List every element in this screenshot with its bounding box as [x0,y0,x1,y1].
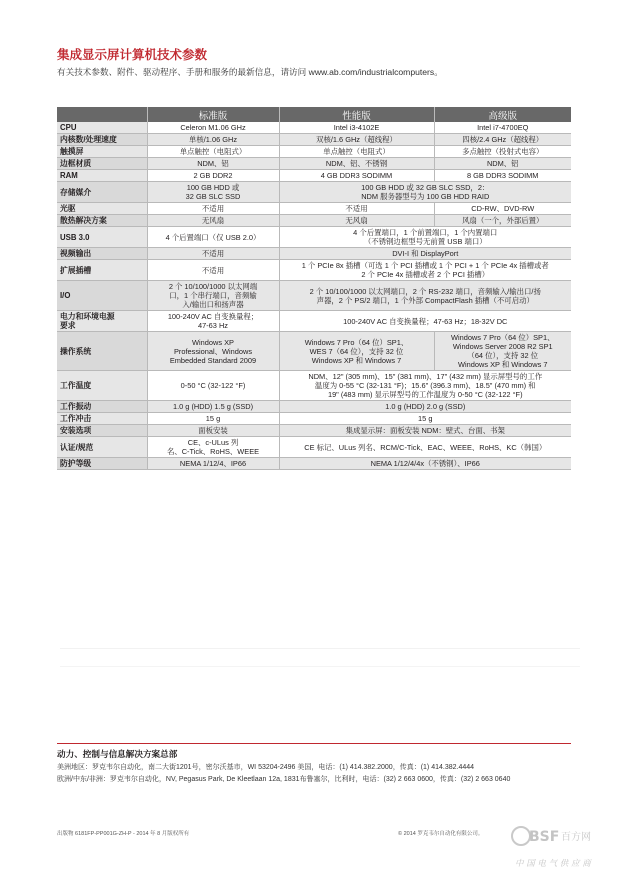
spec-cell: Intel i7-4700EQ [434,122,571,134]
footer-divider [57,743,571,744]
spec-cell: 四核/2.4 GHz（超线程） [434,134,571,146]
spec-cell: 2 个 10/100/1000 以太网端 口，1 个串行端口，音频输 入/输出口和扬声器 [147,281,279,311]
header-cell-performance: 性能版 [279,107,434,122]
table-row [57,215,571,227]
logo-text: BSF [529,829,560,845]
spec-cell: Windows XP Professional、Windows Embedded Standard 2009 [147,332,279,371]
row-label: 触摸屏 [57,146,147,158]
spec-cell: 4 GB DDR3 SODIMM [279,170,434,182]
table-row [57,134,571,146]
spec-cell: 面板安装 [147,425,279,437]
spec-cell: 不适用 [279,203,434,215]
row-label: RAM [57,170,147,182]
row-label: 防护等级 [57,458,147,470]
table-row [57,260,571,281]
spec-cell: 15 g [147,413,279,425]
page-title: 集成显示屏计算机技术参数 [57,48,208,62]
publication-number: 出版物 6181FP-PP001G-ZH-P - 2014 年 8 月版权所有 [57,831,190,837]
table-row [57,458,571,470]
spec-cell: 无风扇 [279,215,434,227]
table-row [57,437,571,458]
logo-tagline: 中 国 电 气 供 应 商 [515,859,591,869]
spec-cell: NDM、铝 [434,158,571,170]
row-label: 电力和环境电源 要求 [57,311,147,332]
table-row [57,203,571,215]
row-label: USB 3.0 [57,227,147,248]
spec-cell: 0-50 °C (32-122 °F) [147,371,279,401]
spec-cell: NEMA 1/12/4、IP66 [147,458,279,470]
spec-cell: CE、c-ULus 列 名、C-Tick、RoHS、WEEE [147,437,279,458]
row-label: CPU [57,122,147,134]
table-row [57,311,571,332]
row-label: 安装选项 [57,425,147,437]
table-row [57,413,571,425]
table-row [57,146,571,158]
spec-cell: 单点触控（电阻式） [147,146,279,158]
row-label: I/O [57,281,147,311]
spec-cell: 100 GB HDD 或 32 GB SLC SSD，2： NDM 服务器型号为 100 GB HDD RAID [279,182,571,203]
logo-sub: 百方网 [561,832,591,843]
footer-heading: 动力、控制与信息解决方案总部 [57,749,178,759]
background-watermark [60,628,580,688]
spec-cell: 集成显示屏：面板安装 NDM：壁式、台面、书架 [279,425,571,437]
row-label: 存储媒介 [57,182,147,203]
row-label: 工作振动 [57,401,147,413]
spec-cell: 不适用 [147,203,279,215]
spec-cell: 2 GB DDR2 [147,170,279,182]
row-label: 散热解决方案 [57,215,147,227]
header-cell-empty [57,107,147,122]
spec-cell: Intel i3-4102E [279,122,434,134]
row-label: 视频输出 [57,248,147,260]
spec-cell: 双核/1.6 GHz（超线程） [279,134,434,146]
row-label: 工作温度 [57,371,147,401]
table-row [57,158,571,170]
spec-cell: 100-240V AC 自变换量程； 47-63 Hz [147,311,279,332]
spec-cell: 单核/1.06 GHz [147,134,279,146]
table-row [57,371,571,401]
row-label: 工作冲击 [57,413,147,425]
spec-cell: DVI-I 和 DisplayPort [279,248,571,260]
row-label: 内核数/处理速度 [57,134,147,146]
spec-cell: CD-RW、DVD-RW [434,203,571,215]
table-row [57,425,571,437]
table-row [57,170,571,182]
table-row [57,401,571,413]
spec-table [57,107,571,470]
row-label: 认证/规范 [57,437,147,458]
spec-cell: 100-240V AC 自变换量程；47-63 Hz；18-32V DC [279,311,571,332]
spec-cell: Windows 7 Pro（64 位）SP1、 WES 7（64 位），支持 32 位 Windows XP 和 Windows 7 [279,332,434,371]
spec-cell: 多点触控（投射式电容） [434,146,571,158]
spec-cell: 4 个后置端口，1 个前置端口，1 个内置端口 （不锈钢边框型号无前置 USB 端口） [279,227,571,248]
spec-cell: 风扇（一个，外部后置） [434,215,571,227]
table-header-row [57,107,571,122]
spec-cell: NEMA 1/12/4/4x（不锈钢）、IP66 [279,458,571,470]
spec-cell: 8 GB DDR3 SODIMM [434,170,571,182]
table-row [57,332,571,371]
spec-cell: Windows 7 Pro（64 位）SP1、 Windows Server 2008 R2 SP1 （64 位），支持 32 位 Windows XP 和 Windows 7 [434,332,571,371]
spec-cell: NDM、铝、不锈钢 [279,158,434,170]
spec-cell: 单点触控（电阻式） [279,146,434,158]
page-subtitle: 有关技术参数、附件、驱动程序、手册和服务的最新信息，请访问 www.ab.com/industrialcomputers。 [57,67,443,77]
row-label: 扩展插槽 [57,260,147,281]
footer-address-americas: 美洲地区：罗克韦尔自动化，南二大街1201号，密尔沃基市，WI 53204-2496 美国，电话：(1) 414.382.2000，传真：(1) 414.382.4444 [57,764,475,771]
row-label: 操作系统 [57,332,147,371]
header-cell-premium: 高级版 [434,107,571,122]
table-row [57,182,571,203]
row-label: 光驱 [57,203,147,215]
spec-cell: NDM、铝 [147,158,279,170]
table-row [57,122,571,134]
table-row [57,227,571,248]
spec-cell: 4 个后置端口（仅 USB 2.0） [147,227,279,248]
spec-cell: 不适用 [147,260,279,281]
spec-cell: CE 标记、ULus 列名、RCM/C-Tick、EAC、WEEE、RoHS、KC（韩国） [279,437,571,458]
table-row [57,281,571,311]
spec-cell: Celeron M1.06 GHz [147,122,279,134]
header-cell-standard: 标准版 [147,107,279,122]
bsf-watermark-logo [507,824,607,872]
spec-cell: 15 g [279,413,571,425]
copyright-notice: © 2014 罗克韦尔自动化有限公司。 [398,831,484,837]
spec-cell: 1.0 g (HDD) 1.5 g (SSD) [147,401,279,413]
spec-cell: NDM、12" (305 mm)、15" (381 mm)、17" (432 mm) 显示屏型号的工作 温度为 0-55 °C (32-131 °F)；15.6" (396.3 mm)、18.5" (470 mm) 和 19" (483 mm) 显示屏型号的工作温度为 0-50 °C (32-122 °F) [279,371,571,401]
spec-cell: 100 GB HDD 或 32 GB SLC SSD [147,182,279,203]
table-row [57,248,571,260]
spec-cell: 不适用 [147,248,279,260]
spec-cell: 2 个 10/100/1000 以太网端口，2 个 RS-232 端口，音频输入/输出口/扬 声器，2 个 PS/2 端口，1 个外部 CompactFlash 插槽（不可启动） [279,281,571,311]
spec-cell: 1.0 g (HDD) 2.0 g (SSD) [279,401,571,413]
footer-address-emea: 欧洲/中东/非洲：罗克韦尔自动化，NV, Pegasus Park, De Kleetlaan 12a, 1831布鲁塞尔，比利时，电话：(32) 2 663 0600，传真：(32) 2 663 0640 [57,776,511,783]
spec-cell: 1 个 PCIe 8x 插槽（可选 1 个 PCI 插槽或 1 个 PCI + 1 个 PCIe 4x 插槽或者 2 个 PCIe 4x 插槽或者 2 个 PCI 插槽） [279,260,571,281]
spec-cell: 无风扇 [147,215,279,227]
row-label: 边框材质 [57,158,147,170]
